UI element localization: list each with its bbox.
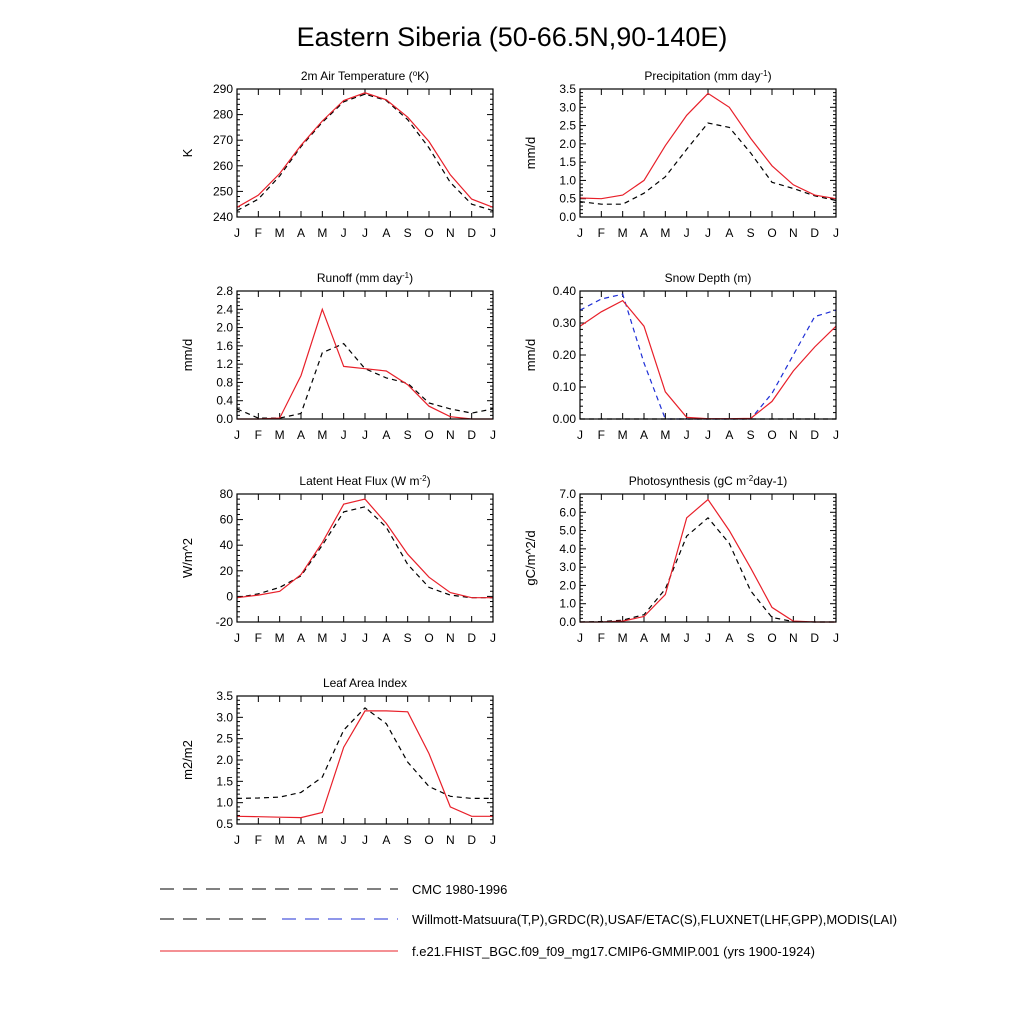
- x-tick-label: J: [577, 428, 583, 442]
- y-tick-label: 0.0: [216, 412, 233, 426]
- legend-item: [160, 882, 507, 897]
- panel-title: Leaf Area Index: [322, 676, 408, 690]
- x-tick-label: N: [445, 631, 455, 645]
- y-tick-label: 0.00: [552, 412, 576, 426]
- x-tick-label: J: [683, 226, 690, 240]
- panel-title: Snow Depth (m): [664, 271, 752, 285]
- plot-frame: [580, 89, 836, 217]
- x-tick-label: M: [617, 226, 628, 240]
- y-tick-label: 1.5: [559, 155, 576, 170]
- series-line-obs: [237, 507, 493, 598]
- x-tick-label: M: [274, 833, 285, 847]
- x-tick-label: J: [234, 833, 240, 847]
- y-tick-label: 1.2: [216, 357, 233, 372]
- series-line-model: [237, 93, 493, 208]
- panel-title: Precipitation (mm day$^{-1}$): [644, 68, 772, 83]
- x-tick-label: A: [382, 833, 391, 847]
- y-tick-label: 0: [226, 589, 233, 604]
- y-tick-label: 3.0: [559, 560, 576, 575]
- series-line-model: [237, 711, 493, 818]
- y-tick-label: 290: [212, 82, 233, 96]
- y-tick-label: 240: [212, 210, 233, 224]
- series-line-obs: [237, 344, 493, 419]
- panel-title: Latent Heat Flux (W $m^{-2}$): [299, 473, 431, 488]
- x-tick-label: J: [340, 226, 347, 240]
- y-tick-label: 0.0: [559, 615, 576, 629]
- y-tick-label: 4.0: [559, 541, 576, 556]
- y-axis-label: m2/m2: [180, 740, 195, 780]
- x-tick-label: A: [725, 631, 734, 645]
- x-tick-label: J: [340, 428, 347, 442]
- x-tick-label: M: [660, 226, 671, 240]
- x-tick-label: F: [597, 428, 606, 442]
- x-tick-label: M: [317, 226, 328, 240]
- x-tick-label: J: [362, 631, 368, 645]
- y-tick-label: 20: [219, 563, 233, 578]
- y-tick-label: 2.0: [559, 136, 576, 151]
- x-tick-label: M: [660, 631, 671, 645]
- x-tick-label: A: [296, 833, 306, 847]
- x-tick-label: D: [810, 631, 820, 645]
- x-tick-label: J: [705, 428, 711, 442]
- x-tick-label: S: [403, 833, 412, 847]
- x-tick-label: S: [403, 631, 412, 645]
- x-tick-label: J: [340, 631, 347, 645]
- x-tick-label: J: [234, 226, 240, 240]
- panel-title: 2m Air Temperature ($^o$K): [300, 68, 430, 83]
- x-tick-label: M: [274, 428, 285, 442]
- x-tick-label: F: [597, 226, 606, 240]
- panels: [180, 69, 839, 848]
- panel-title: Runoff (mm day$^{-1}$): [316, 270, 414, 285]
- series-line-model: [237, 309, 493, 419]
- x-tick-label: J: [340, 833, 347, 847]
- y-tick-label: 0.8: [216, 375, 233, 390]
- x-tick-label: J: [705, 631, 711, 645]
- x-tick-label: D: [810, 226, 820, 240]
- x-tick-label: F: [254, 631, 263, 645]
- y-tick-label: 0.40: [552, 284, 576, 298]
- x-tick-label: N: [445, 833, 455, 847]
- series-line-obs: [237, 708, 493, 799]
- x-tick-label: O: [424, 428, 434, 442]
- x-tick-label: A: [382, 226, 391, 240]
- x-tick-label: O: [767, 631, 777, 645]
- y-axis-label: K: [180, 148, 195, 158]
- y-tick-label: 0.4: [216, 393, 233, 408]
- panel-7: [180, 676, 496, 847]
- x-tick-label: A: [639, 226, 649, 240]
- y-tick-label: 3.5: [216, 689, 233, 703]
- y-tick-label: 280: [212, 107, 233, 122]
- x-tick-label: J: [362, 226, 368, 240]
- x-tick-label: J: [362, 833, 368, 847]
- x-tick-label: S: [746, 428, 755, 442]
- y-tick-label: 3.0: [216, 710, 233, 725]
- series-line-model: [580, 301, 836, 419]
- x-tick-label: J: [234, 428, 240, 442]
- legend-item: [160, 944, 815, 959]
- x-tick-label: M: [317, 631, 328, 645]
- y-tick-label: 1.5: [216, 774, 233, 789]
- x-tick-label: M: [617, 631, 628, 645]
- x-tick-label: A: [296, 428, 306, 442]
- x-tick-label: J: [705, 226, 711, 240]
- y-axis-label: mm/d: [523, 338, 538, 372]
- x-tick-label: N: [445, 428, 455, 442]
- legend-label: f.e21.FHIST_BGC.f09_f09_mg17.CMIP6-GMMIP.001 (yrs 1900-1924): [412, 944, 815, 959]
- x-tick-label: N: [788, 428, 798, 442]
- x-tick-label: J: [234, 631, 240, 645]
- x-tick-label: O: [767, 226, 777, 240]
- series-line-obs-alt: [580, 294, 836, 419]
- x-tick-label: N: [788, 631, 798, 645]
- x-tick-label: F: [254, 428, 263, 442]
- series-line-model: [580, 93, 836, 198]
- x-tick-label: J: [362, 428, 368, 442]
- x-tick-label: M: [660, 428, 671, 442]
- y-tick-label: 0.5: [559, 191, 576, 206]
- x-tick-label: J: [577, 631, 583, 645]
- x-tick-label: D: [467, 428, 477, 442]
- y-tick-label: 0.20: [552, 348, 576, 362]
- y-tick-label: 1.0: [559, 173, 576, 188]
- x-tick-label: F: [597, 631, 606, 645]
- x-tick-label: D: [467, 631, 477, 645]
- x-tick-label: S: [403, 428, 412, 442]
- series-line-obs: [580, 518, 836, 622]
- plot-frame: [237, 696, 493, 824]
- series-line-obs: [580, 123, 836, 204]
- x-tick-label: N: [445, 226, 455, 240]
- y-tick-label: 40: [219, 538, 233, 553]
- plot-frame: [237, 89, 493, 217]
- y-tick-label: 5.0: [559, 523, 576, 538]
- x-tick-label: A: [296, 631, 306, 645]
- x-tick-label: D: [467, 833, 477, 847]
- y-tick-label: 2.0: [216, 320, 233, 335]
- y-tick-label: 2.8: [216, 284, 233, 298]
- legend: [160, 882, 897, 959]
- legend-item: [160, 912, 897, 927]
- x-tick-label: J: [683, 631, 690, 645]
- x-tick-label: A: [382, 631, 391, 645]
- y-tick-label: 0.5: [216, 817, 233, 831]
- y-tick-label: 1.0: [559, 596, 576, 611]
- series-line-obs: [237, 94, 493, 211]
- x-tick-label: J: [833, 631, 839, 645]
- x-tick-label: A: [296, 226, 306, 240]
- y-tick-label: 1.0: [216, 795, 233, 810]
- y-tick-label: 2.5: [216, 731, 233, 746]
- x-tick-label: A: [725, 226, 734, 240]
- x-tick-label: M: [317, 428, 328, 442]
- panel-6: [523, 474, 839, 646]
- panel-4: [523, 271, 839, 442]
- x-tick-label: M: [274, 631, 285, 645]
- y-tick-label: 0.10: [552, 380, 576, 394]
- x-tick-label: A: [639, 428, 649, 442]
- panel-title: Photosynthesis (gC $m^{-2}day-1$): [628, 473, 788, 488]
- x-tick-label: J: [490, 226, 496, 240]
- y-tick-label: 250: [212, 184, 233, 199]
- plot-frame: [580, 291, 836, 419]
- x-tick-label: O: [424, 631, 434, 645]
- plot-frame: [580, 494, 836, 622]
- x-tick-label: N: [788, 226, 798, 240]
- plot-frame: [237, 291, 493, 419]
- y-axis-label: mm/d: [180, 338, 195, 372]
- x-tick-label: D: [810, 428, 820, 442]
- y-tick-label: 0.30: [552, 316, 576, 330]
- x-tick-label: F: [254, 226, 263, 240]
- x-tick-label: S: [403, 226, 412, 240]
- y-axis-label: W/m^2: [180, 537, 195, 579]
- y-tick-label: 0.0: [559, 210, 576, 224]
- panel-1: [180, 69, 496, 241]
- x-tick-label: S: [746, 631, 755, 645]
- figure-title: Eastern Siberia (50-66.5N,90-140E): [296, 22, 728, 52]
- x-tick-label: D: [467, 226, 477, 240]
- x-tick-label: J: [490, 428, 496, 442]
- y-tick-label: 1.6: [216, 338, 233, 353]
- legend-label: CMC 1980-1996: [412, 882, 508, 897]
- x-tick-label: J: [833, 226, 839, 240]
- legend-label: Willmott-Matsuura(T,P),GRDC(R),USAF/ETAC(S),FLUXNET(LHF,GPP),MODIS(LAI): [412, 912, 898, 927]
- y-tick-label: 6.0: [559, 505, 576, 520]
- y-tick-label: 2.5: [559, 118, 576, 133]
- x-tick-label: A: [639, 631, 649, 645]
- x-tick-label: M: [274, 226, 285, 240]
- panel-5: [180, 474, 496, 646]
- x-tick-label: O: [424, 226, 434, 240]
- y-tick-label: 270: [212, 133, 233, 148]
- y-tick-label: 3.0: [559, 100, 576, 115]
- y-tick-label: -20: [215, 615, 233, 629]
- y-tick-label: 3.5: [559, 82, 576, 96]
- x-tick-label: S: [746, 226, 755, 240]
- panel-2: [523, 69, 839, 241]
- x-tick-label: M: [617, 428, 628, 442]
- y-tick-label: 2.0: [559, 578, 576, 593]
- x-tick-label: J: [683, 428, 690, 442]
- x-tick-label: O: [767, 428, 777, 442]
- y-tick-label: 7.0: [559, 487, 576, 501]
- y-axis-label: mm/d: [523, 136, 538, 170]
- y-tick-label: 2.0: [216, 753, 233, 767]
- x-tick-label: J: [490, 631, 496, 645]
- y-tick-label: 80: [219, 487, 233, 501]
- plot-frame: [237, 494, 493, 622]
- y-tick-label: 260: [212, 158, 233, 173]
- panel-3: [180, 271, 496, 443]
- x-tick-label: O: [424, 833, 434, 847]
- x-tick-label: J: [833, 428, 839, 442]
- x-tick-label: J: [577, 226, 583, 240]
- x-tick-label: A: [725, 428, 734, 442]
- x-tick-label: J: [490, 833, 496, 847]
- x-tick-label: A: [382, 428, 391, 442]
- y-tick-label: 60: [219, 512, 233, 527]
- series-line-model: [237, 499, 493, 598]
- y-axis-label: gC/m^2/d: [523, 530, 538, 586]
- x-tick-label: M: [317, 833, 328, 847]
- y-tick-label: 2.4: [216, 302, 233, 317]
- x-tick-label: F: [254, 833, 263, 847]
